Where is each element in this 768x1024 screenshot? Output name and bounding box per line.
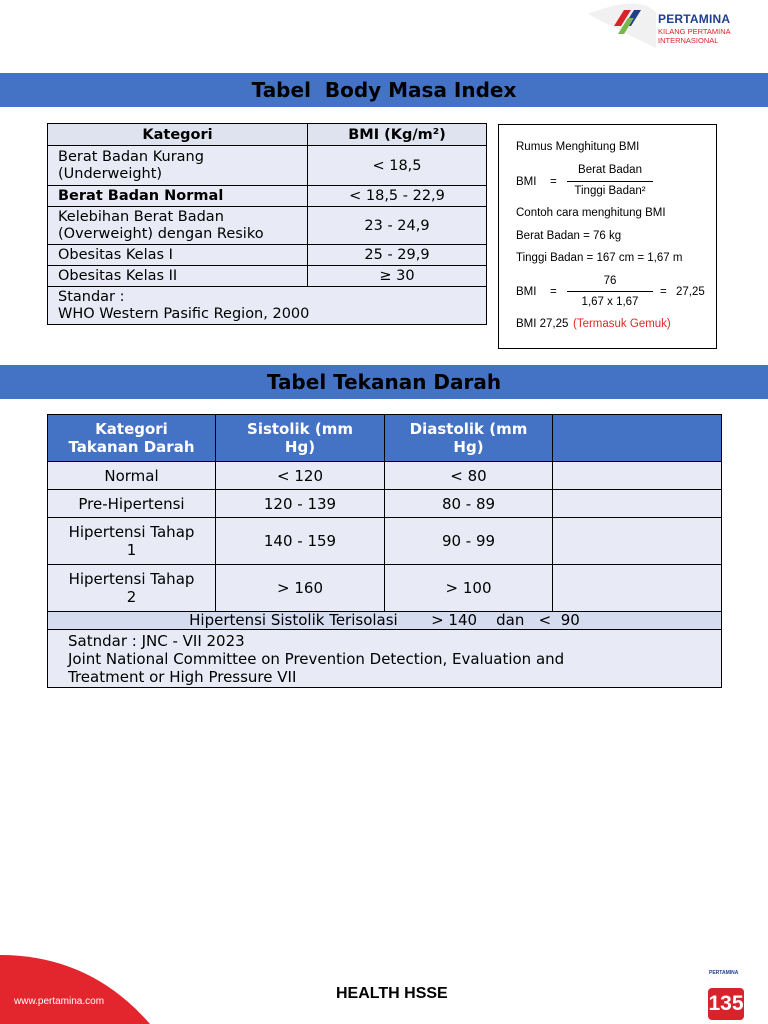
- bp-header-diastolik-line1: Diastolik (mm: [409, 420, 528, 438]
- formula-calc-equals: =: [550, 286, 557, 298]
- bmi-standard-row: [48, 287, 487, 325]
- bmi-title: Tabel Body Masa Index: [251, 78, 517, 102]
- formula-equals: =: [550, 176, 557, 188]
- bmi-row: [48, 207, 487, 245]
- bmi-category: Obesitas Kelas II: [58, 267, 178, 284]
- bmi-value: 23 - 24,9: [308, 207, 487, 245]
- bmi-value: 25 - 29,9: [308, 245, 487, 266]
- formula-calc-fraction-line: [567, 291, 653, 292]
- bp-sistolik: > 160: [216, 565, 385, 612]
- bp-diastolik: 80 - 89: [385, 490, 553, 518]
- bp-empty-cell: [553, 490, 722, 518]
- bmi-table: [47, 123, 487, 325]
- bp-category-line2: 1: [126, 541, 137, 559]
- formula-bmi-label: BMI: [516, 176, 537, 188]
- bp-standard-line1: Satndar : JNC - VII 2023: [68, 631, 245, 650]
- pertamina-logo-mark: [578, 0, 658, 60]
- formula-calc-bmi-label: BMI: [516, 286, 537, 298]
- badge-number: 135: [708, 988, 744, 1020]
- logo-brand-text: PERTAMINA: [658, 12, 731, 26]
- bp-category-line1: Hipertensi Tahap: [68, 570, 195, 588]
- bp-category: [48, 518, 216, 565]
- bp-title-band: [0, 365, 768, 399]
- bmi-category-sub: (Overweight) dengan Resiko: [58, 225, 264, 242]
- bp-header-empty: [553, 415, 722, 462]
- formula-result-note: (Termasuk Gemuk): [573, 318, 671, 330]
- bmi-value: < 18,5 - 22,9: [308, 186, 487, 207]
- bp-standard-row: [48, 630, 722, 688]
- footer-url-link[interactable]: www.pertamina.com: [14, 996, 105, 1007]
- bp-header-kategori-line2: Takanan Darah: [68, 438, 195, 456]
- blood-pressure-table: [47, 414, 722, 688]
- bp-title: Tabel Tekanan Darah: [266, 370, 502, 394]
- bmi-value: ≥ 30: [308, 266, 487, 287]
- formula-calc-denominator: 1,67 x 1,67: [581, 296, 639, 308]
- bp-header-kategori-line1: Kategori: [95, 420, 168, 438]
- bp-header-sistolik: [216, 415, 385, 462]
- bp-isolated-row: [48, 612, 722, 630]
- bmi-formula-box: [498, 124, 717, 349]
- bp-diastolik: > 100: [385, 565, 553, 612]
- bp-category: Pre-Hipertensi: [48, 490, 216, 518]
- bmi-title-band: [0, 73, 768, 107]
- bmi-category: Obesitas Kelas I: [58, 246, 173, 263]
- bmi-header-kategori: Kategori: [48, 124, 308, 146]
- bmi-row: [48, 245, 487, 266]
- bp-category-line2: 2: [126, 588, 137, 606]
- bp-diastolik: 90 - 99: [385, 518, 553, 565]
- formula-fraction-line: [567, 181, 653, 182]
- bmi-header-row: [48, 124, 487, 146]
- bmi-category: Berat Badan Normal: [58, 187, 224, 204]
- bmi-header-value: BMI (Kg/m²): [308, 124, 487, 146]
- bp-empty-cell: [553, 462, 722, 490]
- footer-red-shape: [0, 955, 150, 1024]
- formula-calc-numerator: 76: [603, 275, 617, 287]
- bp-empty-cell: [553, 518, 722, 565]
- footer-title: HEALTH HSSE: [336, 985, 448, 1002]
- formula-numerator: Berat Badan: [578, 164, 642, 176]
- formula-title: Rumus Menghitung BMI: [516, 141, 640, 153]
- formula-height: Tinggi Badan = 167 cm = 1,67 m: [516, 252, 683, 264]
- formula-example-title: Contoh cara menghitung BMI: [516, 207, 666, 219]
- bmi-category: Berat Badan Kurang: [58, 148, 204, 165]
- bp-sistolik: 140 - 159: [216, 518, 385, 565]
- bmi-standard-source: WHO Western Pasific Region, 2000: [58, 305, 310, 322]
- bp-isolated-text: Hipertensi Sistolik Terisolasi > 140 dan < 90: [48, 612, 722, 630]
- bmi-row: [48, 266, 487, 287]
- formula-calc-result: 27,25: [676, 286, 705, 298]
- bp-row: [48, 490, 722, 518]
- bp-header-diastolik: [385, 415, 553, 462]
- pertamina-logo: [578, 0, 768, 60]
- bmi-row: [48, 186, 487, 207]
- bp-header-sistolik-line2: Hg): [284, 438, 316, 456]
- bp-header-sistolik-line1: Sistolik (mm: [247, 420, 353, 438]
- bmi-category: Kelebihan Berat Badan: [58, 208, 224, 225]
- bp-sistolik: 120 - 139: [216, 490, 385, 518]
- bp-diastolik: < 80: [385, 462, 553, 490]
- formula-result-prefix: BMI 27,25: [516, 318, 569, 330]
- bp-sistolik: < 120: [216, 462, 385, 490]
- bp-row: [48, 565, 722, 612]
- bp-category: [48, 565, 216, 612]
- formula-denominator: Tinggi Badan²: [574, 185, 646, 197]
- bp-row: [48, 462, 722, 490]
- bp-category-line1: Hipertensi Tahap: [68, 523, 195, 541]
- bmi-value: < 18,5: [308, 146, 487, 186]
- bmi-row: [48, 146, 487, 186]
- bp-row: [48, 518, 722, 565]
- bp-header-row: [48, 415, 722, 462]
- bp-standard-line3: Treatment or High Pressure VII: [68, 667, 297, 686]
- bp-category: Normal: [48, 462, 216, 490]
- bp-header-kategori: [48, 415, 216, 462]
- anniversary-badge: [706, 970, 746, 1020]
- bmi-standard-label: Standar :: [58, 288, 125, 305]
- bp-standard-cell: [48, 630, 722, 688]
- bp-standard-line2: Joint National Committee on Prevention Detection, Evaluation and: [68, 649, 565, 668]
- badge-brand-text: PERTAMINA: [709, 970, 739, 976]
- bp-header-diastolik-line2: Hg): [453, 438, 484, 456]
- logo-subtext-2: INTERNASIONAL: [658, 36, 719, 45]
- formula-weight: Berat Badan = 76 kg: [516, 230, 622, 242]
- bmi-category-sub: (Underweight): [58, 165, 163, 182]
- formula-calc-equals-2: =: [660, 286, 667, 298]
- logo-subtext-1: KILANG PERTAMINA: [658, 27, 731, 36]
- bp-empty-cell: [553, 565, 722, 612]
